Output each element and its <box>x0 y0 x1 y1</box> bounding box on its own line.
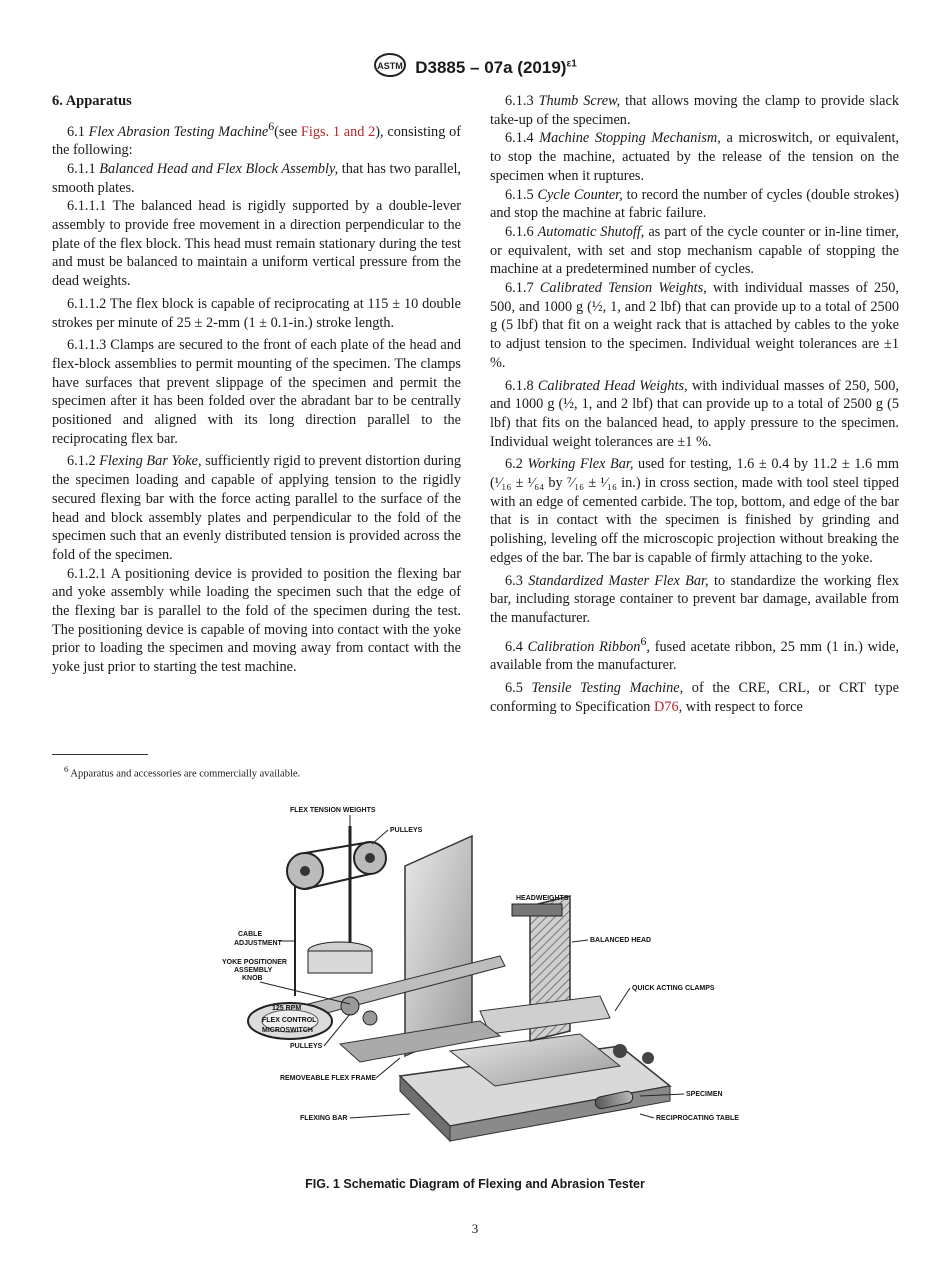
document-designation: D3885 – 07a $(2019)^{\varepsilon 1}$ <box>415 57 577 77</box>
para-6-4: 6.4 Calibration Ribbon$^6$, fused acetate ribbon, 25 mm (1 in.) wide, available from the manufacturer. <box>490 633 899 674</box>
para-6-1-1-2: 6.1.1.2 The flex block is capable of reciprocating at 115 ± 10 double strokes per minute of 25 ± 2-mm (1 ± 0.1-in.) stroke length. <box>52 295 461 331</box>
label-removeable-frame: REMOVEABLE FLEX FRAME <box>280 1075 377 1082</box>
label-yoke-1: YOKE POSITIONER <box>222 959 287 966</box>
para-6-1-1-3: 6.1.1.3 Clamps are secured to the front of each plate of the head and flex-block assemblies to permit mounting of the specimen. The clamps have surfaces that prevent slippage of the specimen and permit the specimen after it has been folded over the abradant bar to be centrally positioned and aligned with its long direction parallel to the reciprocating flex bar. <box>52 337 461 447</box>
label-microswitch: MICROSWITCH <box>262 1027 313 1034</box>
para-6-1-4: 6.1.4 Machine Stopping Mechanism, a microswitch, or equivalent, to stop the machine, actuated by the release of the tension on the specimen when it ruptures. <box>490 130 899 184</box>
para-6-1-7: 6.1.7 Calibrated Tension Weights, with individual masses of 250, 500, and 1000 g (½, 1, and 2 lbf) that can provide up to a total of 2500 g (5 lbf) that fit on a weight rack that is attached by cables to the yoke to adjust tension to the specimen. Individual weight tolerances are ±1 %. <box>490 280 899 371</box>
label-flexing-bar: FLEXING BAR <box>300 1115 348 1122</box>
epsilon-superscript: ε1 <box>566 57 577 69</box>
label-yoke-3: KNOB <box>242 975 263 982</box>
label-cable-adjustment-1: CABLE <box>238 931 263 938</box>
label-rpm: 125 RPM <box>272 1005 302 1012</box>
astm-logo <box>373 52 407 83</box>
label-flex-control: FLEX CONTROL <box>262 1017 317 1024</box>
para-6-1-5: 6.1.5 Cycle Counter, to record the number of cycles (double strokes) and stop the machine at fabric failure. <box>490 186 899 222</box>
footnote: $^6$ Apparatus and accessories are commercially available. <box>64 764 301 780</box>
section-heading: 6. Apparatus <box>52 93 132 109</box>
footnote-rule <box>52 754 148 755</box>
para-6-5: 6.5 Tensile Testing Machine, of the CRE, CRL, or CRT type conforming to Specification D76, with respect to force <box>490 679 899 715</box>
para-6-1-2: 6.1.2 Flexing Bar Yoke, sufficiently rigid to prevent distortion during the specimen loading and capable of applying tension to the rigidly secured flexing bar with the force acting parallel to the surface of the head and block assembly plates and perpendicular to the fold of the specimen such that an evenly distributed tension is provided across the fold of the specimen. <box>52 453 462 563</box>
para-6-1-1-1: 6.1.1.1 The balanced head is rigidly supported by a double-lever assembly to provide free movement in a direction perpendicular to the plate of the flex block. This head must remain stationary during the test and must be balanced to maintain a uniform vertical pressure from the dead weights. <box>52 198 461 290</box>
logo-text: ASTM <box>377 61 403 71</box>
figs-link[interactable]: Figs. 1 and 2 <box>300 123 376 140</box>
label-yoke-2: ASSEMBLY <box>234 967 273 974</box>
label-quick-clamps: QUICK ACTING CLAMPS <box>632 985 715 992</box>
para-6-1-2-1: 6.1.2.1 A positioning device is provided to position the flexing bar and yoke assembly while loading the specimen such that the edge of the flexing bar is parallel to the fold of the specimen during the test. The positioning device is capable of moving into contact with the yoke prior to loading the specimen and moving away from contact with the yoke just prior to starting the test machine. <box>52 565 461 676</box>
label-pulleys-bottom: PULLEYS <box>290 1043 323 1050</box>
right-column <box>490 92 899 716</box>
para-6-1-1: 6.1.1 Balanced Head and Flex Block Assembly, that has two parallel, smooth plates. <box>52 160 461 196</box>
para-6-1-8: 6.1.8 Calibrated Head Weights, with individual masses of 250, 500, and 1000 g (½, 1, and 2 lbf) that can provide up to a total of 2500 g (5 lbf) that fits on the balanced head, to apply pressure to the specimen. Individual weight tolerances are ±1 %. <box>490 377 899 450</box>
figure-caption: FIG. 1 Schematic Diagram of Flexing and Abrasion Tester <box>305 1177 645 1191</box>
label-reciprocating-table: RECIPROCATING TABLE <box>656 1115 739 1122</box>
para-6-2: 6.2 Working Flex Bar, used for testing, 1.6 ± 0.4 by 11.2 ± 1.6 mm (¹⁄₁₆ ± ¹⁄₆₄ by ⁷⁄₁₆ ± ¹⁄₁₆ in.) in cross section, made with tool steel tipped with an edge of cemented carbide. The top, bottom, and edge of the bar that is in contact with the specimen is finished by grinding and polishing, leveling off the microscopic projection without breaking the edges of the bar. The bar is capable of firmly attaching to the yoke. <box>490 456 899 566</box>
para-6-1-6: 6.1.6 Automatic Shutoff, as part of the cycle counter or in-line timer, or equivalent, with set and stop mechanism capable of stopping the machine at a predetermined number of cycles. <box>490 223 899 278</box>
label-specimen: SPECIMEN <box>686 1091 723 1098</box>
figure-1-diagram <box>200 796 760 1176</box>
label-balanced-head: BALANCED HEAD <box>590 937 652 944</box>
para-6-1-3: 6.1.3 Thumb Screw, that allows moving the clamp to provide slack take-up of the specimen. <box>490 93 900 128</box>
label-pulleys-top: PULLEYS <box>390 827 423 834</box>
para-6-1: 6.1 Flex Abrasion Testing Machine$^6$(see Figs. 1 and 2), consisting of the following: <box>52 118 461 159</box>
left-column <box>52 92 461 677</box>
para-6-3: 6.3 Standardized Master Flex Bar, to standardize the working flex bar, including storage container to prevent bar damage, available from the manufacturer. <box>490 572 900 626</box>
tester-illustration <box>200 796 760 1176</box>
label-cable-adjustment-2: ADJUSTMENT <box>234 940 282 947</box>
page-number: 3 <box>471 1221 479 1236</box>
d76-link[interactable]: D76 <box>653 698 679 715</box>
label-flex-tension-weights: FLEX TENSION WEIGHTS <box>290 807 376 814</box>
label-headweights: HEADWEIGHTS <box>516 895 569 902</box>
page-header <box>0 52 950 83</box>
